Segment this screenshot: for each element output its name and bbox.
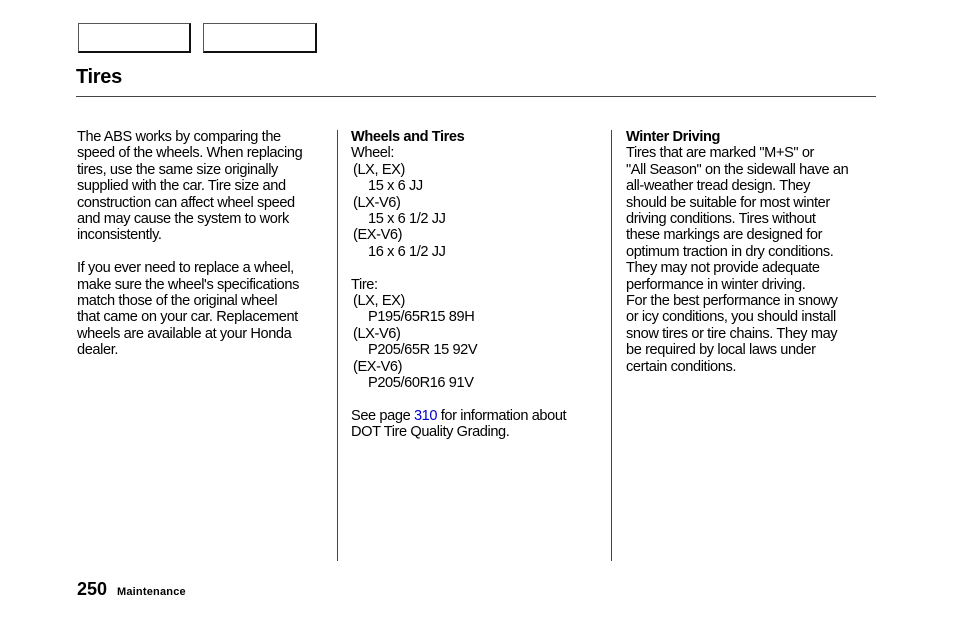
paragraph-line: They may not provide adequate — [626, 260, 820, 277]
paragraph-line: certain conditions. — [626, 358, 737, 375]
section-name: Maintenance — [117, 586, 186, 598]
paragraph-line: and may cause the system to work — [77, 211, 289, 228]
section-heading: Wheels and Tires — [351, 129, 465, 145]
wheel-spec: 16 x 6 1/2 JJ — [368, 243, 446, 260]
column-wheels-tires — [351, 129, 606, 441]
column-winter-driving — [626, 129, 881, 375]
paragraph-line: wheels are available at your Honda — [77, 325, 292, 342]
paragraph-line: performance in winter driving. — [626, 276, 806, 293]
model-label: (EX-V6) — [353, 227, 403, 244]
tire-spec: P205/65R 15 92V — [368, 342, 478, 359]
paragraph-line: dealer. — [77, 342, 119, 359]
paragraph-line: inconsistently. — [77, 227, 162, 244]
see-suffix: for information about — [437, 407, 567, 424]
paragraph-line: all-weather tread design. They — [626, 178, 811, 195]
tire-spec: P205/60R16 91V — [368, 375, 474, 392]
column-divider — [337, 130, 338, 561]
paragraph-line: that came on your car. Replacement — [77, 309, 298, 326]
model-label: (LX-V6) — [353, 325, 401, 342]
paragraph-line: supplied with the car. Tire size and — [77, 178, 286, 195]
paragraph-line: be required by local laws under — [626, 342, 816, 359]
paragraph-line: Tires that are marked "M+S" or — [626, 145, 815, 162]
paragraph-line: these markings are designed for — [626, 227, 823, 244]
paragraph-line: driving conditions. Tires without — [626, 211, 816, 228]
paragraph-line: If you ever need to replace a wheel, — [77, 260, 294, 277]
section-heading: Winter Driving — [626, 129, 720, 145]
nav-button-previous[interactable] — [78, 23, 191, 53]
see-page-line-2: DOT Tire Quality Grading. — [351, 424, 510, 441]
nav-button-next[interactable] — [203, 23, 317, 53]
model-label: (LX, EX) — [353, 293, 405, 310]
wheel-spec: 15 x 6 JJ — [368, 178, 423, 195]
paragraph-line: speed of the wheels. When replacing — [77, 145, 303, 162]
paragraph-line: match those of the original wheel — [77, 293, 278, 310]
page-link[interactable]: 310 — [413, 407, 438, 424]
model-label: (EX-V6) — [353, 358, 403, 375]
see-page-line — [351, 408, 606, 424]
column-divider — [611, 130, 612, 561]
wheel-spec: 15 x 6 1/2 JJ — [368, 211, 446, 228]
paragraph-line: should be suitable for most winter — [626, 194, 830, 211]
paragraph-line: tires, use the same size originally — [77, 161, 278, 178]
paragraph-line: make sure the wheel's specifications — [77, 276, 300, 293]
page-title: Tires — [76, 66, 122, 88]
model-label: (LX-V6) — [353, 194, 401, 211]
page-number: 250 — [77, 579, 108, 599]
tire-spec: P195/65R15 89H — [368, 309, 475, 326]
see-prefix: See page — [351, 407, 414, 424]
title-divider — [76, 96, 876, 97]
paragraph-line: snow tires or tire chains. They may — [626, 325, 838, 342]
model-label: (LX, EX) — [353, 161, 405, 178]
spec-label: Wheel: — [351, 145, 395, 162]
paragraph-line: construction can affect wheel speed — [77, 194, 295, 211]
column-abs-info — [77, 129, 332, 359]
paragraph-line: The ABS works by comparing the — [77, 129, 281, 145]
paragraph-line: For the best performance in snowy — [626, 293, 838, 310]
paragraph-line: or icy conditions, you should install — [626, 309, 836, 326]
spec-label: Tire: — [351, 276, 378, 293]
paragraph-line: "All Season" on the sidewall have an — [626, 161, 849, 178]
paragraph-line: optimum traction in dry conditions. — [626, 243, 834, 260]
